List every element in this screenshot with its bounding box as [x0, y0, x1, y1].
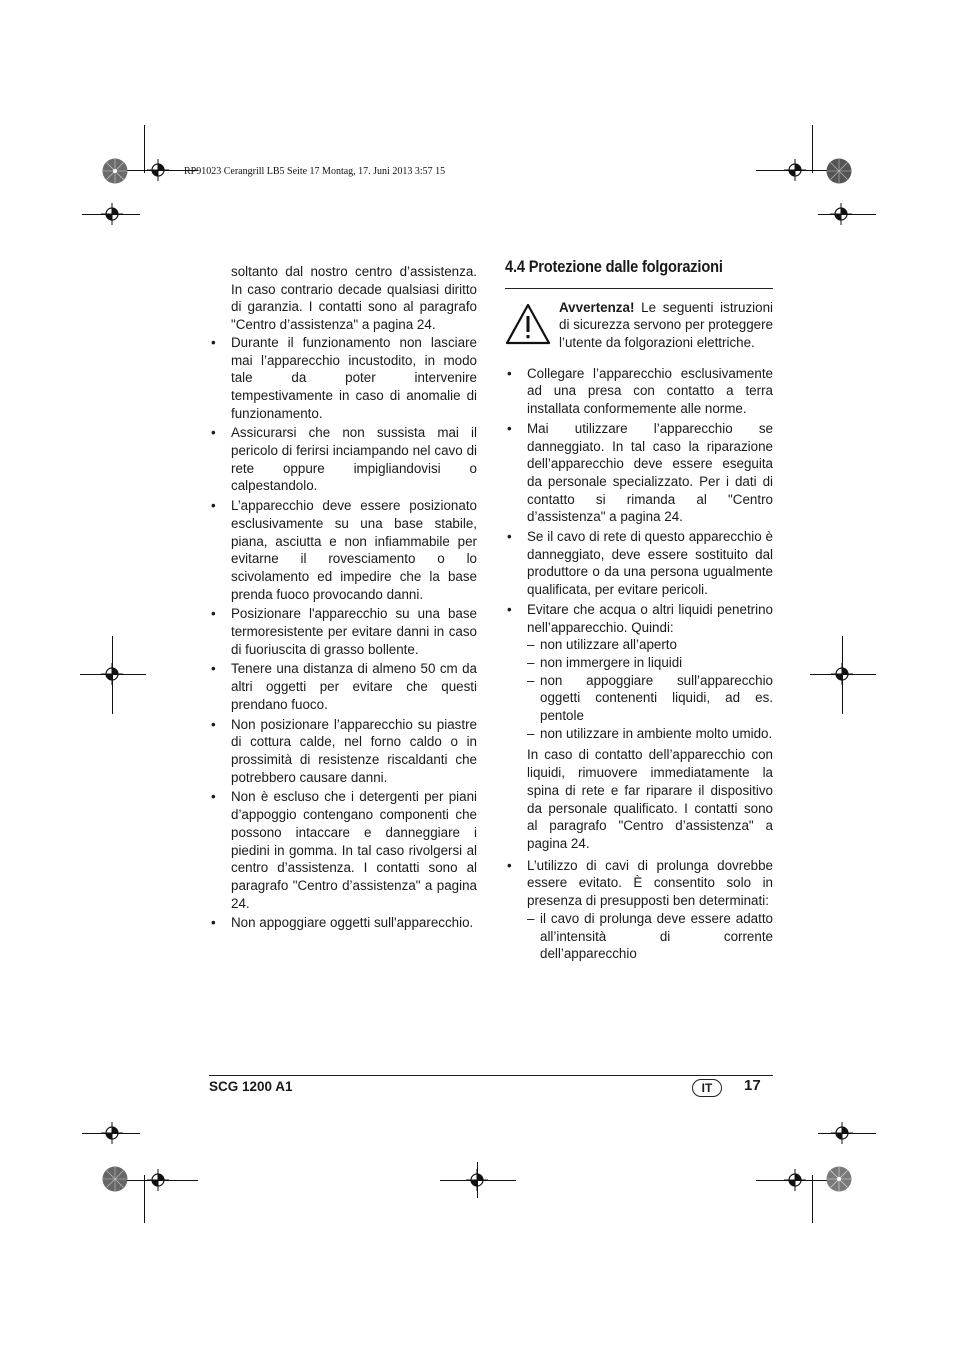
registration-target-icon: [147, 1169, 169, 1191]
warning-body: Le seguenti istruzioni di sicurezza servono per proteggere l’utente da folgorazioni elettriche.: [559, 299, 773, 351]
list-item-text: Evitare che acqua o altri liquidi penetrino nell’apparecchio. Quindi:: [527, 601, 773, 635]
registration-target-icon: [831, 663, 853, 685]
list-item-text: Non appoggiare oggetti sull'apparecchio.: [231, 915, 474, 931]
list-item: [505, 857, 773, 910]
list-item: [209, 424, 477, 495]
continuation-paragraph: soltanto dal nostro centro d’assistenza. In caso contrario decade qualsiasi diritto di garanzia. I contatti sono al paragrafo "Centro d’assistenza" a pagina 24.: [231, 264, 477, 333]
dash-icon: –: [527, 654, 535, 670]
language-badge: IT: [692, 1079, 722, 1097]
sub-list-item-text: non appoggiare sull’apparecchio oggetti contenenti liquidi, ad es. pentole: [540, 672, 773, 724]
list-item-text: Durante il funzionamento non lasciare mai l’apparecchio incustodito, in modo tale da poter intervenire tempestivamente in caso di anomalie di funzionamento.: [231, 334, 477, 421]
color-rosette-icon: [826, 158, 852, 184]
list-item-text: Assicurarsi che non sussista mai il pericolo di ferirsi inciampando nel cavo di rete oppure impigliandovisi o calpestandolo.: [231, 425, 477, 494]
crop-mark: [812, 125, 813, 173]
list-item-text: Posizionare l'apparecchio su una base termoresistente per evitare danni in caso di fuoriuscita di grasso bollente.: [231, 606, 477, 657]
section-divider: [505, 288, 773, 289]
bullet-icon: •: [211, 789, 216, 805]
sub-list-item-text: non utilizzare all’aperto: [540, 637, 677, 653]
registration-target-icon: [831, 1122, 853, 1144]
sub-list-item: [505, 725, 773, 743]
sub-list-item: [505, 910, 773, 963]
list-item: [209, 605, 477, 658]
bullet-icon: •: [507, 857, 512, 873]
left-column: [209, 263, 477, 934]
list-item: [209, 788, 477, 912]
list-item: [505, 601, 773, 636]
list-item-text: L’apparecchio deve essere posizionato esclusivamente su una base stabile, piana, asciutta e non infiammabile per evitarne il rovesciamento o lo scivolamento ed impedire che la base prenda fuoco provocando danni.: [231, 498, 477, 602]
list-item: [209, 914, 477, 932]
list-item: [209, 660, 477, 713]
list-item: [209, 334, 477, 423]
dash-icon: –: [527, 672, 535, 688]
color-rosette-icon: [102, 158, 128, 184]
list-item-text: Se il cavo di rete di questo apparecchio è danneggiato, deve essere sostituito dal produttore o da una persona ugualmente qualificata, per evitare pericoli.: [527, 529, 773, 598]
list-item-text: L’utilizzo di cavi di prolunga dovrebbe essere evitato. È consentito solo in presenza di presupposti ben determinati:: [527, 857, 773, 909]
bullet-icon: •: [507, 529, 512, 545]
registration-target-icon: [101, 663, 123, 685]
crop-mark: [144, 125, 145, 173]
list-item-followup: In caso di contatto dell’apparecchio con liquidi, rimuovere immediatamente la spina di rete e far riparare il dispositivo da personale qualificato. I contatti sono al paragrafo "Centro d’assistenza" a pagina 24.: [527, 747, 773, 851]
list-item: [209, 497, 477, 603]
warning-label: Avvertenza!: [559, 299, 635, 315]
bullet-icon: •: [211, 661, 216, 677]
print-slug: RP91023 Cerangrill LB5 Seite 17 Montag, 17. Juni 2013 3:57 15: [184, 166, 446, 177]
list-item-text: Tenere una distanza di almeno 50 cm da altri oggetti per evitare che questi prendano fuoco.: [231, 661, 477, 712]
page-number: 17: [744, 1077, 761, 1094]
dash-icon: –: [527, 725, 535, 741]
bullet-icon: •: [507, 365, 512, 381]
sub-list-item: [505, 636, 773, 654]
registration-target-icon: [784, 159, 806, 181]
list-item-text: Non è escluso che i detergenti per piani d’appoggio contengano componenti che possono intaccare e danneggiare i piedini in gomma. In tal caso rivolgersi al centro d’assistenza. I contatti sono al paragrafo "Centro d’assistenza" a pagina 24.: [231, 789, 477, 911]
registration-target-icon: [101, 1122, 123, 1144]
list-item: [505, 365, 773, 418]
bullet-icon: •: [211, 425, 216, 441]
sub-list-item-text: non utilizzare in ambiente molto umido.: [540, 725, 773, 741]
right-column: [505, 258, 773, 963]
crop-mark: [144, 1175, 145, 1223]
dash-icon: –: [527, 637, 535, 653]
warning-text: [559, 299, 773, 352]
color-rosette-icon: [826, 1166, 852, 1192]
list-item-text: Collegare l’apparecchio esclusivamente ad una presa con contatto a terra installata conformemente alle norme.: [527, 365, 773, 417]
list-item-text: Non posizionare l’apparecchio su piastre di cottura calde, nel forno caldo o in prossimità di resistenze riscaldanti che potrebbero causare danni.: [231, 716, 477, 785]
bullet-icon: •: [211, 915, 216, 931]
bullet-icon: •: [211, 606, 216, 622]
footer-divider: [209, 1075, 773, 1076]
color-rosette-icon: [102, 1166, 128, 1192]
registration-target-icon: [466, 1169, 488, 1191]
model-number: SCG 1200 A1: [209, 1079, 293, 1094]
registration-target-icon: [784, 1169, 806, 1191]
crop-mark: [812, 1175, 813, 1223]
sub-list-item: [505, 672, 773, 725]
list-item: [209, 716, 477, 787]
list-item-text: Mai utilizzare l’apparecchio se danneggiato. In tal caso la riparazione dell’apparecchio deve essere eseguita da personale specializzato. Per i dati di contatto si rimanda al "Centro d’assistenza" a pagina 24.: [527, 420, 773, 525]
sub-list-item: [505, 654, 773, 672]
bullet-icon: •: [211, 716, 216, 732]
sub-list-item-text: non immergere in liquidi: [540, 654, 683, 670]
warning-triangle-icon: [505, 303, 551, 345]
registration-target-icon: [147, 159, 169, 181]
list-item: [505, 420, 773, 526]
warning-notice: [505, 299, 773, 359]
list-item: [505, 528, 773, 599]
sub-list-item-text: il cavo di prolunga deve essere adatto all’intensità di corrente dell’apparecchio: [540, 910, 773, 962]
section-title: 4.4 Protezione dalle folgorazioni: [505, 257, 723, 276]
bullet-icon: •: [211, 498, 216, 514]
bullet-icon: •: [507, 420, 512, 436]
dash-icon: –: [527, 910, 535, 926]
registration-target-icon: [830, 203, 852, 225]
bullet-icon: •: [507, 601, 512, 617]
registration-target-icon: [101, 203, 123, 225]
bullet-icon: •: [211, 334, 216, 350]
